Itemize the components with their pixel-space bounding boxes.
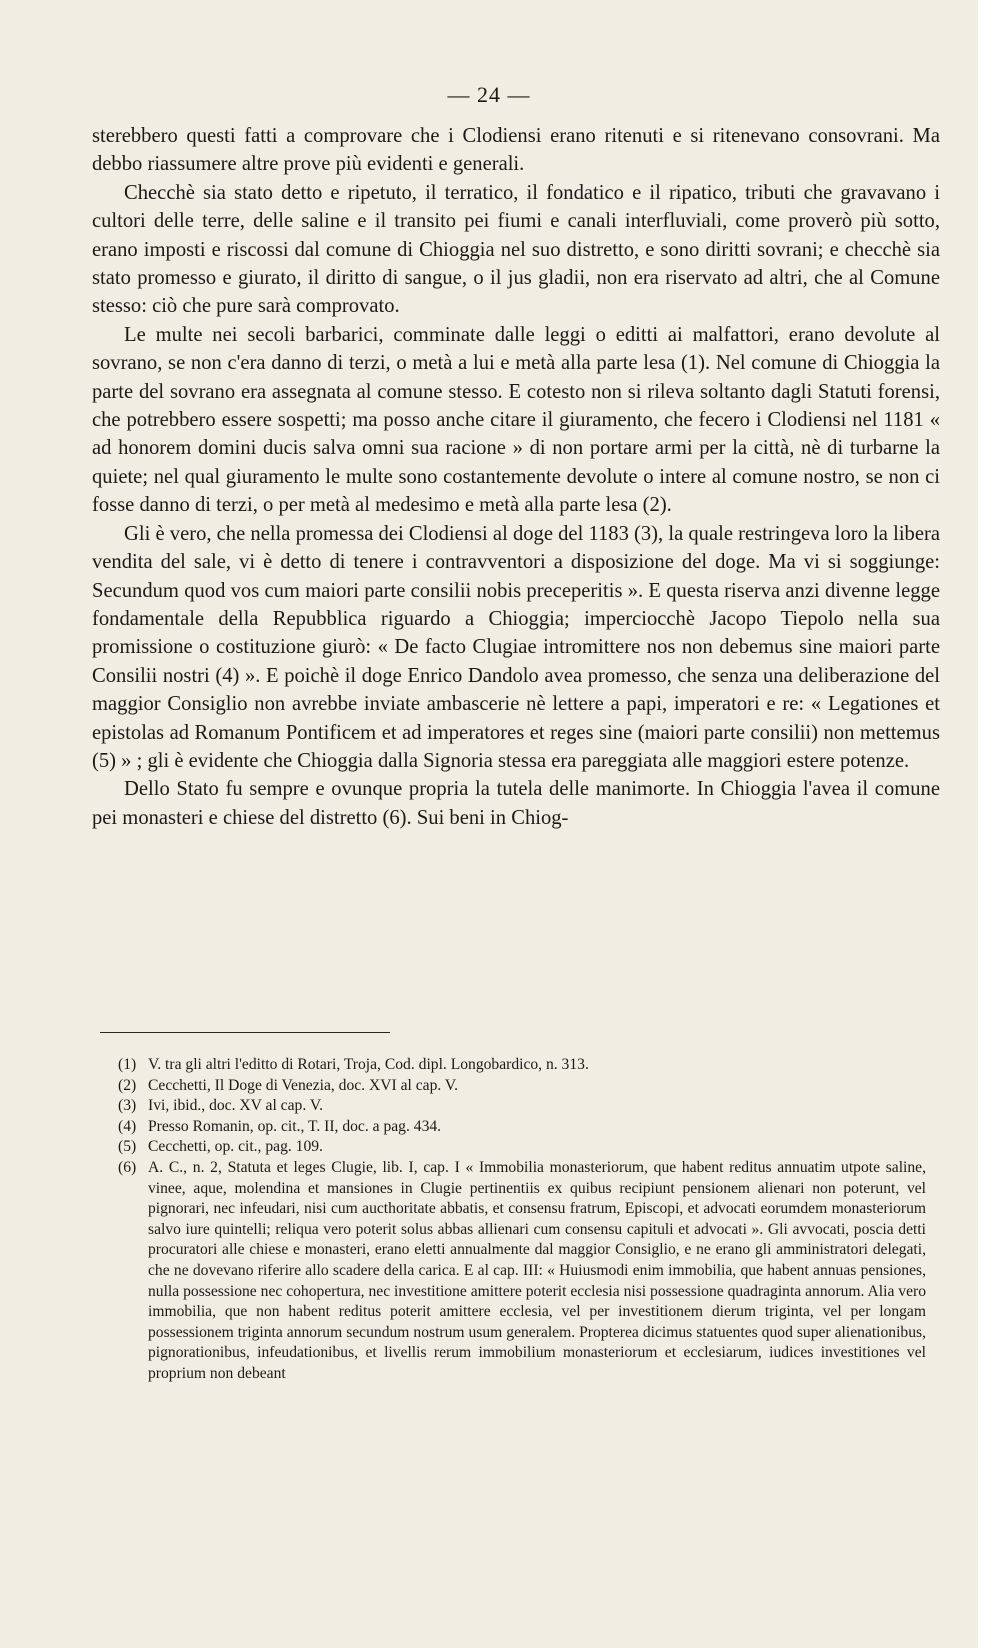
paragraph-5: Dello Stato fu sempre e ovunque propria la tutela delle manimorte. In Chioggia l'avea il comune pei monasteri e chiese del distretto (6). Sui beni in Chiog- (92, 778, 940, 829)
footnote-3 (118, 1096, 926, 1117)
paragraph-3: Le multe nei secoli barbarici, comminate dalle leggi o editti ai malfattori, erano devolute al sovrano, se non c'era danno di terzi, o metà a lui e metà alla parte lesa (1). Nel comune di Chioggia la parte del sovrano era assegnata al comune stesso. E cotesto non si rileva soltanto dagli Statuti forensi, che potrebbero essere sospetti; ma posso anche citare il giuramento, che fecero i Clodiensi nel 1181 « ad honorem domini ducis salva omni sua racione » di non portare armi per la città, nè di turbarne la quiete; nel qual giuramento le multe sono costantemente devolute o intere al comune nostro, se non ci fosse danno di terzi, o per metà al medesimo e metà alla parte lesa (2). (92, 323, 940, 517)
footnote-text: Presso Romanin, op. cit., T. II, doc. a pag. 434. (148, 1117, 442, 1135)
footnote-5 (118, 1137, 926, 1158)
footnote-2 (118, 1076, 926, 1097)
footnote-number: (3) (118, 1097, 137, 1115)
footnote-number: (6) (118, 1158, 137, 1176)
paragraph-4: Gli è vero, che nella promessa dei Clodiensi al doge del 1183 (3), la quale restringeva loro la libera vendita del sale, vi è detto di tenere i contravventori a disposizione del doge. Ma vi si soggiunge: Secundum quod vos cum maiori parte consilii nobis preceperitis ». E questa riserva anzi divenne legge fondamentale della Repubblica riguardo a Chioggia; imperciocchè Jacopo Tiepolo nella sua promissione o costituzione giurò: « De facto Clugiae intromittere nos non debemus sine maiori parte Consilii nostri (4) ». E poichè il doge Enrico Dandolo avea promesso, che senza una deliberazione del maggior Consiglio non avrebbe inviate ambascerie nè lettere a papi, imperatori e re: « Legationes et epistolas ad Romanum Pontificem et ad imperatores et reges sine (maiori parte consilii) non mettemus (5) » ; gli è evidente che Chioggia dalla Signoria stessa era pareggiata alle maggiori estere potenze. (92, 522, 940, 772)
footnote-number: (5) (118, 1138, 137, 1156)
footnote-text: V. tra gli altri l'editto di Rotari, Troja, Cod. dipl. Longobardico, n. 313. (148, 1056, 589, 1073)
footnote-text: Ivi, ibid., doc. XV al cap. V. (148, 1097, 323, 1115)
paragraph-1: sterebbero questi fatti a comprovare che i Clodiensi erano ritenuti e si ritenevano consovrani. Ma debbo riassumere altre prove più evidenti e generali. (92, 125, 940, 176)
footnote-text: A. C., n. 2, Statuta et leges Clugie, lib. I, cap. I « Immobilia monasteriorum, que habent reditus annuatim utpote saline, vinee, aque, molendina et mansiones in Clugie pertinentiis ex quibus recipiunt pensionem alienari non poterunt, vel pignorari, nec infeudari, nisi cum aucthoritate abbatis, et consensu fratrum, Episcopi, et advocati eorumdem monasteriorum salvo iure quintelli; reliqua vero poterit solus abbas allienari cum consensu capituli et advocati ». Gli avvocati, poscia detti procuratori alle chiese e monasteri, erano eletti annualmente dal maggior Consiglio, e ne erano gli amministratori delegati, che ne dovevano riferire allo scadere della carica. E al cap. III: « Huiusmodi enim immobilia, que habent annuas pensiones, nulla possessione nec cohopertura, nec investitione amittere poterit ecclesia nisi possessione quadraginta annorum. Alia vero immobilia, que non habent reditus poterit amittere ecclesia, vel per investitionem dierum triginta, vel per longam possessionem triginta annorum secundum nostrum usum generalem. Propterea dicimus statuentes quod super alienationibus, pignorationibus, infeudationibus, et livellis rerum immobilium monasteriorum et ecclesiarum, iudices investitiones vel proprium non debeant (148, 1158, 926, 1382)
footnote-text: Cecchetti, Il Doge di Venezia, doc. XVI al cap. V. (148, 1076, 459, 1094)
footnote-6 (118, 1158, 926, 1385)
footnote-number: (2) (118, 1076, 137, 1094)
footnotes (118, 1055, 926, 1385)
footnote-4 (118, 1117, 926, 1138)
main-text (92, 122, 940, 832)
page-number: — 24 — (447, 82, 531, 107)
footnote-number: (4) (118, 1117, 137, 1135)
footnote-1 (118, 1055, 926, 1076)
footnote-text: Cecchetti, op. cit., pag. 109. (148, 1138, 323, 1156)
footnote-separator (100, 1032, 390, 1033)
paragraph-2: Checchè sia stato detto e ripetuto, il terratico, il fondatico e il ripatico, tributi che gravavano i cultori delle terre, delle saline e il transito pei fiumi e canali interfluviali, come proverò più sotto, erano imposti e riscossi dal comune di Chioggia nel suo distretto, e sono diritti sovrani; e checchè sia stato promesso e giurato, il diritto di sangue, o il jus gladii, non era riservato ad altri, che al Comune stesso: ciò che pure sarà comprovato. (92, 181, 940, 318)
footnote-number: (1) (118, 1056, 137, 1073)
